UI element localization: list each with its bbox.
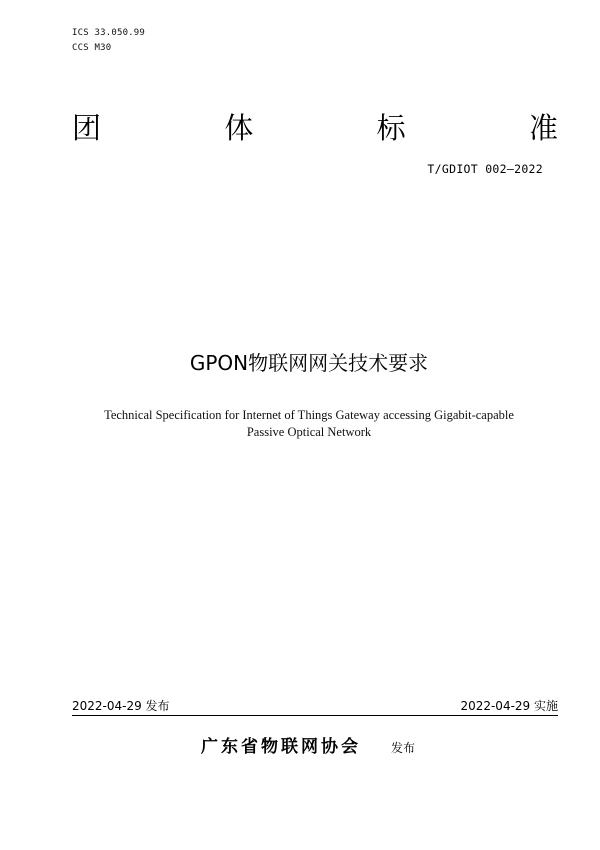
publisher-name: 广东省物联网协会 bbox=[201, 737, 361, 757]
dates-row bbox=[72, 697, 558, 716]
standard-type-char-3: 标 bbox=[376, 111, 406, 145]
standard-type-char-4: 准 bbox=[528, 111, 558, 145]
publish-date: 2022-04-29 发布 bbox=[72, 699, 170, 713]
title-chinese: GPON物联网网关技术要求 bbox=[189, 351, 429, 375]
ics-code: ICS 33.050.99 bbox=[72, 28, 146, 38]
standard-type-heading bbox=[72, 112, 558, 144]
standard-code: T/GDIOT 002—2022 bbox=[427, 162, 543, 176]
publisher-row bbox=[0, 736, 600, 759]
implement-date: 2022-04-29 实施 bbox=[460, 699, 558, 713]
title-english-line-2: Passive Optical Network bbox=[246, 425, 372, 439]
standard-type-char-1: 团 bbox=[72, 111, 102, 145]
title-english-line-1: Technical Specification for Internet of Things Gateway accessing Gigabit-capable bbox=[104, 408, 514, 422]
standard-type-char-2: 体 bbox=[224, 111, 254, 145]
ccs-code: CCS M30 bbox=[72, 43, 112, 53]
publisher-action: 发布 bbox=[391, 741, 416, 755]
title-english bbox=[0, 407, 600, 441]
